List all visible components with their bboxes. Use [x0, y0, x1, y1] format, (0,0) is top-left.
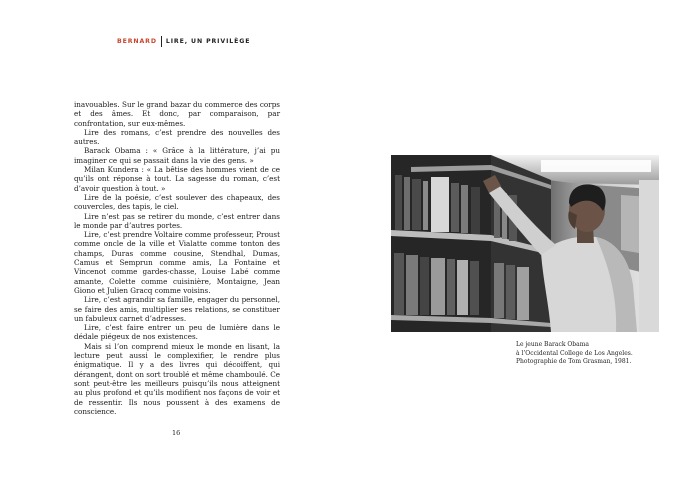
paragraph: inavouables. Sur le grand bazar du commerce des corps et des âmes. Et donc, par comparaison, par confrontation, sur eux-mêmes. [74, 100, 280, 128]
paragraph: Lire, c’est prendre Voltaire comme professeur, Proust comme oncle de la ville et Vialatte comme tonton des champs, Duras comme cousine, Stendhal, Dumas, Camus et Semprun comme amis, La Fontaine et Vincenot comme gardes-chasse, Louise Labé comme amante, Colette comme cuisinière, Montaigne, Jean Giono et Julien Gracq comme voisins. [74, 230, 280, 295]
running-head [117, 36, 250, 47]
paragraph: Lire de la poésie, c’est soulever des chapeaux, des couvercles, des tapis, le ciel. [74, 192, 280, 212]
running-head-title: LIRE, UN PRIVILÈGE [165, 38, 251, 45]
paragraph: Lire, c’est agrandir sa famille, engager du personnel, se faire des amis, multiplier ses relations, se constituer un fabuleux carnet d’adresses. [74, 295, 280, 323]
paragraph: Lire n’est pas se retirer du monde, c’est entrer dans le monde par d’autres portes. [74, 211, 280, 230]
running-head-author: BERNARD [117, 38, 157, 45]
paragraph: Lire des romans, c’est prendre des nouvelles des autres. [74, 127, 280, 147]
caption-line: Photographie de Tom Grasman, 1981. [516, 358, 632, 366]
photo-obama-library [391, 155, 659, 332]
paragraph: Milan Kundera : « La bêtise des hommes vient de ce qu’ils ont réponse à tout. La sagesse du roman, c’est d’avoir question à tout. » [74, 165, 280, 193]
paragraph: Lire, c’est faire entrer un peu de lumière dans le dédale piégeux de nos existences. [74, 323, 280, 342]
caption-line: à l’Occidental College de Los Angeles. [516, 349, 633, 357]
paragraph: Barack Obama : « Grâce à la littérature, j’ai pu imaginer ce qui se passait dans la vie des gens. » [74, 146, 280, 165]
page-number: 16 [172, 429, 181, 437]
paragraph: Mais si l’on comprend mieux le monde en lisant, la lecture peut aussi le complexifier, le rendre plus énigmatique. Il y a des livres qui décoiffent, qui dérangent, dont on sort troublé et même chamboulé. Ce sont peut-être les meilleurs puisqu’ils nous atteignent au plus profond et qu’ils modifient nos façons de voir et de ressentir. Ils nous poussent à des examens de conscience. [74, 341, 280, 416]
running-head-divider [161, 36, 162, 47]
body-text [74, 100, 280, 416]
caption-line: Le jeune Barack Obama [516, 341, 589, 348]
photo-caption [516, 341, 686, 367]
